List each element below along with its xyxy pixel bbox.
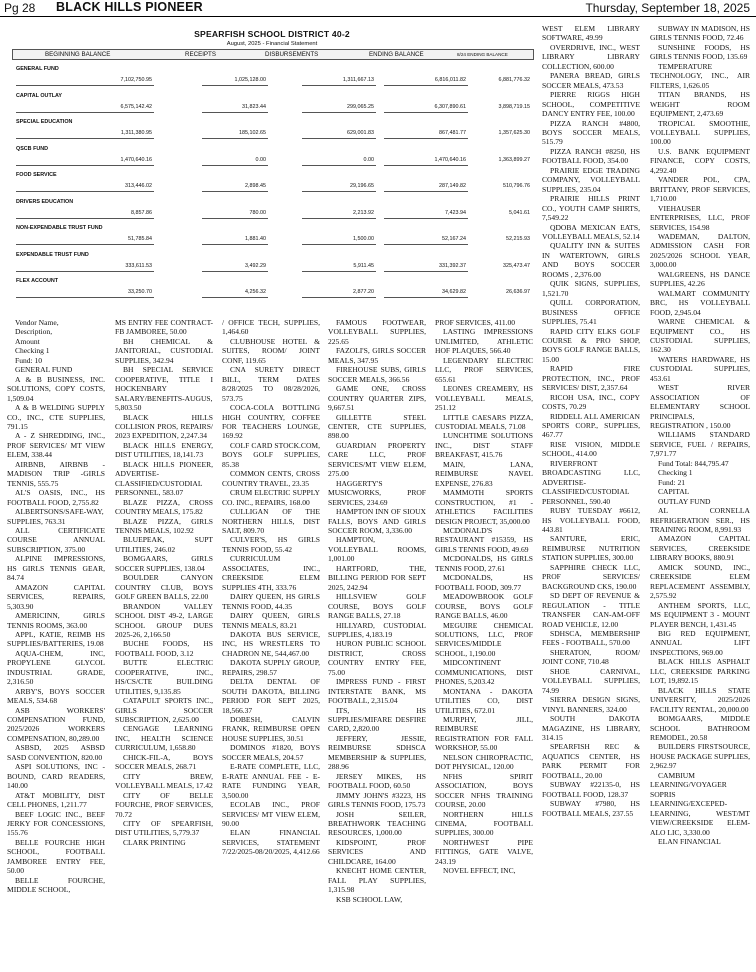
listing-entry: CULVER'S, HS GIRLS TENNIS FOOD, 55.42: [222, 535, 320, 554]
listing-entry: ASPI SOLUTIONS, INC - BOUND, CARD READERS, 140.00: [7, 762, 105, 791]
listing-entry: ANTHEM SPORTS, LLC, MS EQUIPMENT 3 - MOUNT PLAYER BENCH, 1,431.45: [650, 600, 750, 629]
listing-entry: RICOH USA, INC., COPY COSTS, 70.29: [542, 392, 640, 412]
col-beginning-balance: BEGINNING BALANCE: [45, 51, 111, 58]
listing-entry: BOMGAARS, GIRLS SOCCER SUPPLIES, 138.04: [115, 554, 213, 573]
page-number: Pg 28: [4, 1, 36, 15]
col-ending-balance: ENDING BALANCE: [369, 51, 424, 58]
listing-entry: CNA SURETY DIRECT BILL, TERM DATES 8/28/2025 TO 08/28/2026, 573.75: [222, 365, 320, 403]
fund-name: EXPENDABLE TRUST FUND: [16, 251, 89, 258]
fund-disbursements-value: 2,213.92: [302, 210, 376, 219]
listing-entry: ARBY'S, BOYS SOCCER MEALS, 534.68: [7, 686, 105, 706]
listing-entry: SUNSHINE FOODS, HS GIRLS TENNIS FOOD, 135.69: [650, 42, 750, 62]
fund-receipts-value: 1,025,128.00: [202, 77, 268, 86]
listing-entry: MAIN, LANA, REIMBURSE NAVEL EXPENSE, 276.83: [435, 459, 533, 488]
listing-entry: RAPID CITY ELKS GOLF COURSE & PRO SHOP, BOYS GOLF RANGE BALLS, 15.00: [542, 326, 640, 364]
listing-entry: BLACK HILLS STATE UNIVERSITY, 2025/2026 FACILITY RENTAL, 20,000.00: [650, 685, 750, 714]
listing-entry: PIZZA RANCH #4800, BOYS SOCCER MEALS, 515.79: [542, 118, 640, 147]
listing-entry: KSB SCHOOL LAW,: [336, 894, 403, 904]
listing-entry: / OFFICE TECH, SUPPLIES, 1,464.60: [222, 318, 320, 337]
listing-entry: PROF SERVICES, 411.00: [435, 318, 516, 327]
fund-beginning-value: 1,311,380.95: [16, 130, 154, 139]
listing-entry: SUBWAY #7980, HS FOOTBALL MEALS, 237.55: [542, 799, 640, 818]
listing-entry: PRAIRIE EDGE TRADING COMPANY, VOLLEYBALL SUPPLIES, 235.04: [542, 165, 640, 194]
listing-entry: CITY OF SPEARFISH, DIST UTILITIES, 5,779.37: [115, 819, 213, 838]
listing-entry: MEADOWBROOK GOLF COURSE, BOYS GOLF RANGE BALLS, 46.00: [435, 592, 533, 621]
listing-entry: LEONES CREAMERY, HS VOLLEYBALL MEALS, 251.12: [435, 384, 533, 413]
listing-entry: CURRICULUM ASSOCIATES, INC., CREEKSIDE ELEM SUPPLIES 4TH, 333.76: [222, 554, 320, 592]
text-column-5: [435, 318, 533, 972]
listing-entry: BOULDER CANYON COUNTRY CLUB, BOYS GOLF GREEN BALLS, 22.00: [115, 573, 213, 602]
fund-beginning-value: 6,575,142.42: [16, 104, 154, 113]
listing-entry: VIEHAUSER ENTERPRISES, LLC, PROF SERVICES, 154.98: [650, 203, 750, 232]
listing-entry: DOBESH, CALVIN FRANK, REIMBURSE OPEN HOUSE SUPPLIES, 30.51: [222, 715, 320, 743]
listing-entry: WATERS HARDWARE, HS CUSTODIAL SUPPLIES, 453.61: [650, 354, 750, 383]
listing-entry: AMICK SOUND, INC., CREEKSIDE ELEM REPLACEMENT ASSEMBLY, 2,575.92: [650, 562, 750, 601]
fund-prior-value: 1,357,625.30: [498, 130, 530, 136]
listing-entry: WEST RIVER ASSOCIATION OF ELEMENTARY SCHOOL PRINCIPALS, REGISTRATION , 150.00: [650, 383, 750, 431]
listing-entry: MCDONALDS, HS FOOTBALL FOOD, 309.77: [435, 573, 533, 592]
fund-receipts-value: 31,823.44: [202, 104, 268, 113]
listing-entry: Fund: 21: [658, 477, 686, 487]
issue-date: Thursday, September 18, 2025: [585, 1, 750, 15]
listing-entry: AMAZON CAPITAL SERVICES, REPAIRS, 5,303.90: [7, 582, 105, 611]
listing-entry: FAZOLI'S, GIRLS SOCCER MEALS, 347.95: [328, 346, 426, 365]
fund-ending-value: 34,629.82: [384, 289, 468, 298]
listing-entry: PIZZA RANCH #8250, HS FOOTBALL FOOD, 354.00: [542, 146, 640, 166]
listing-entry: WARNE CHEMICAL & EQUIPMENT CO., HS CUSTODIAL SUPPLIES, 162.30: [650, 317, 750, 355]
text-column-7: [650, 24, 750, 972]
fund-beginning-value: 333,611.53: [16, 263, 154, 272]
fund-disbursements-value: 629,001.83: [302, 130, 376, 139]
fund-ending-value: 6,816,011.82: [384, 77, 468, 86]
listing-entry: HARTFORD, THE, BILLING PERIOD FOR SEPT 2025, 242.94: [328, 563, 426, 592]
statement-title: SPEARFISH SCHOOL DISTRICT 40-2: [194, 29, 350, 39]
listing-entry: NORTHERN HILLS CINEMA, FOOTBALL SUPPLIES, 300.00: [435, 809, 533, 838]
listing-entry: E-RATE COMPLETE, LLC, E-RATE ANNUAL FEE - E-RATE FUNDING YEAR, 3,500.00: [222, 762, 320, 800]
listing-entry: VANDER POL, CPA, BRITTANY, PROF SERVICES, 1,710.00: [650, 175, 750, 204]
listing-entry: CRUM ELECTRIC SUPPLY CO. INC., REPAIRS, 168.00: [222, 488, 320, 507]
listing-entry: TITAN BRANDS, HS WEIGHT ROOM EQUIPMENT, 2,473.69: [650, 90, 750, 119]
listing-entry: SAPPHIRE CHECK LLC, PROF SERVICES/ BACKGROUND CKS, 190.00: [542, 562, 640, 591]
listing-entry: CATAPULT SPORTS INC., GIRLS SOCCER SUBSCRIPTION, 2,625.00: [115, 696, 213, 725]
listing-entry: DAIRY QUEEN, GIRLS TENNIS MEALS, 83.21: [222, 611, 320, 630]
listing-entry: MAMMOTH SPORTS CONSTRUCTION, #1 - ATHLETICS FACILITIES DESIGN PROJECT, 35,000.00: [435, 488, 533, 526]
fund-beginning-value: 51,785.84: [16, 236, 154, 245]
listing-entry: WILLIAMS STANDARD SERVICE, FUEL / REPAIRS, 7,971.77: [650, 430, 750, 459]
listing-entry: WALGREENS, HS DANCE SUPPLIES, 42.26: [650, 269, 750, 289]
fund-ending-value: 1,470,640.16: [384, 157, 468, 166]
fund-receipts-value: 2,898.45: [202, 183, 268, 192]
listing-entry: BLACK HILLS ENERGY, DIST UTILITIES, 18,141.73: [115, 440, 213, 460]
listing-entry: PIERRE RIGGS HIGH SCHOOL, COMPETITIVE DANCY ENTRY FEE, 100.00: [542, 90, 640, 119]
listing-entry: QDOBA MEXICAN EATS, VOLLEYBALL MEALS, 52.14: [542, 222, 640, 241]
listing-entry: COLF CARD STOCK.COM, BOYS GOLF SUPPLIES, 85.38: [222, 440, 320, 469]
listing-entry: BLUEPEAK, SUPT UTILITIES, 246.02: [115, 535, 213, 554]
fund-prior-value: 325,473.47: [503, 262, 530, 269]
listing-entry: AQUA-CHEM, INC, PROPYLENE GLYCOL INDUSTRIAL GRADE, 2,316.50: [7, 648, 105, 687]
fund-row: [12, 252, 532, 280]
listing-entry: KIDSPOINT, PROF SERVICES AND CHILDCARE, 164.00: [328, 837, 426, 866]
listing-entry: WEST ELEM LIBRARY SOFTWARE, 49.99: [542, 24, 640, 43]
listing-entry: NELSON CHIROPRACTIC, DOT PHYSICAL, 120.00: [435, 752, 533, 772]
listing-entry: FIREHOUSE SUBS, GIRLS SOCCER MEALS, 366.56: [328, 365, 426, 384]
statement-column-header: [12, 49, 534, 60]
fund-beginning-value: 1,470,640.16: [16, 157, 154, 166]
listing-entry: Checking 1: [15, 346, 50, 356]
col-receipts: RECEIPTS: [185, 51, 216, 58]
listing-entry: ITS, HS SUPPLIES/MIFARE DESFIRE CARD, 2,820.00: [328, 705, 426, 734]
listing-entry: HILLSVIEW GOLF COURSE, BOYS GOLF RANGE BALLS, 27.18: [328, 592, 426, 621]
fund-receipts-value: 185,102.65: [202, 130, 268, 139]
listing-entry: AIRBNB, AIRBNB - MADISON TRIP -GIRLS TENNIS, 555.75: [7, 459, 105, 488]
fund-row: [12, 172, 532, 200]
listing-entry: LEGENDARY ELECTRIC LLC, PROF SERVICES, 655.61: [435, 355, 533, 384]
listing-entry: QUIK SIGNS, SUPPLIES, 1,521.70: [542, 279, 640, 298]
fund-receipts-value: 780.00: [202, 210, 268, 219]
listing-entry: QUILL CORPORATION, BUSINESS OFFICE SUPPLIES, 75.41: [542, 298, 640, 327]
listing-entry: Vendor Name,: [15, 318, 59, 327]
listing-entry: BUCHE FOODS, HS FOOTBALL FOOD, 3.12: [115, 639, 213, 658]
fund-name: SPECIAL EDUCATION: [16, 119, 73, 125]
fund-prior-value: 510,796.76: [503, 183, 530, 189]
listing-entry: U.S. BANK EQUIPMENT FINANCE, COPY COSTS, 4,292.40: [650, 146, 750, 175]
listing-entry: SDHSCA, MEMBERSHIP FEES - FOOTBALL, 570.00: [542, 629, 640, 648]
listing-entry: MURPHY, JILL, REIMBURSE REGISTRATION FOR FALL WORKSHOP, 55.00: [435, 715, 533, 753]
listing-entry: SANTURE, ERIC, REIMBURSE NUTRITION STATION SUPPLIES, 300.00: [542, 534, 640, 563]
listing-entry: MONTANA - DAKOTA UTILITIES CO, DIST UTILITIES, 672.01: [435, 686, 533, 715]
fund-prior-value: 52,215.93: [506, 236, 530, 242]
listing-entry: NFHS SPIRIT ASSOCIATION, BOYS SOCCER NFHS TRAINING COURSE, 20.00: [435, 771, 533, 810]
listing-entry: IMPRESS FUND - FIRST INTERSTATE BANK, MS FOOTBALL, 2,315.04: [328, 677, 426, 706]
listing-entry: SHOE CARNIVAL, VOLLEYBALL SUPPLIES, 74.99: [542, 666, 640, 695]
listing-entry: HURON PUBLIC SCHOOL DISTRICT, CROSS COUNTRY ENTRY FEE, 75.00: [328, 639, 426, 677]
listing-entry: JERSEY MIKES, HS FOOTBALL FOOD, 60.50: [328, 771, 426, 791]
listing-entry: SUBWAY IN MADISON, HS GIRLS TENNIS FOOD, 72.46: [650, 24, 750, 43]
fund-prior-value: 26,636.97: [506, 289, 530, 295]
listing-entry: BLAZE PIZZA, GIRLS TENNIS MEALS, 102.92: [115, 516, 213, 535]
statement-subtitle: August, 2025 - Financial Statement: [226, 41, 318, 47]
fund-prior-value: 1,363,899.27: [498, 156, 530, 163]
listing-entry: OUTLAY FUND: [658, 496, 711, 506]
fund-disbursements-value: 1,500.00: [302, 236, 376, 245]
listing-entry: RUBY TUESDAY #6612, HS VOLLEYBALL FOOD, 443.81: [542, 506, 640, 535]
text-column-2: [115, 318, 213, 972]
listing-entry: MCDONALD'S RESTAURANT #15359, HS GIRLS TENNIS FOOD, 49.69: [435, 525, 533, 554]
listing-entry: LUNCHTIME SOLUTIONS INC., DIST STAFF BREAKFAST, 415.76: [435, 431, 533, 460]
listing-entry: BOMGAARS, MIDDLE SCHOOL BATHROOM REMODEL, 20.58: [650, 714, 750, 742]
listing-entry: SUBWAY #22135-0, HS FOOTBALL FOOD, 128.37: [542, 780, 640, 799]
listing-entry: CITY BREW, VOLLEYBALL MEALS, 17.42: [115, 771, 213, 791]
fund-name: FLEX ACCOUNT: [16, 278, 59, 284]
listing-entry: HAMPTON, VOLLEYBALL ROOMS, 1,001.00: [328, 535, 426, 564]
fund-name: CAPITAL OUTLAY: [16, 92, 63, 99]
listing-entry: HILLYARD, CUSTODIAL SUPPLIES, 4,183.19: [328, 620, 426, 639]
listing-entry: BELLE FOURCHE, MIDDLE SCHOOL,: [7, 875, 105, 895]
listing-entry: JIMMY JOHN'S #3223, HS GIRLS TENNIS FOOD, 175.73: [328, 790, 426, 810]
financial-statement: [12, 25, 532, 302]
fund-prior-value: 6,881,776.32: [498, 77, 530, 83]
listing-entry: BELLE FOURCHE HIGH SCHOOL, FOOTBALL JAMBOREE ENTRY FEE, 50.00: [7, 837, 105, 876]
listing-entry: BEEF LOGIC INC., BEEF JERKY FOR CONCESSIONS, 155.76: [7, 809, 105, 838]
listing-entry: BLAZE PIZZA, CROSS COUNTRY MEALS, 175.82: [115, 497, 213, 517]
listing-entry: Checking 1: [658, 468, 693, 478]
listing-entry: DELTA DENTAL OF SOUTH DAKOTA, BILLING PERIOD FOR SEPT 2025, 18,566.37: [222, 677, 320, 715]
listing-entry: AL CORNELLA REFRIGERATION SER., HS TRAINING ROOM, 8,991.93: [650, 506, 750, 535]
listing-entry: FAMOUS FOOTWEAR, VOLLEYBALL SUPPLIES, 225.65: [328, 318, 426, 346]
listing-entry: RISE VISION, MIDDLE SCHOOL, 414.00: [542, 439, 640, 459]
listing-entry: Amount: [15, 336, 40, 346]
fund-row: [12, 119, 532, 147]
fund-ending-value: 287,149.82: [384, 183, 468, 192]
listing-entry: TEMPERATURE TECHNOLOGY, INC., AIR FILTERS, 1,626.05: [650, 61, 750, 90]
fund-beginning-value: 7,102,750.95: [16, 77, 154, 86]
listing-entry: LASTING IMPRESSIONS UNLIMITED, ATHLETIC HOF PLAQUES, 566.40: [435, 327, 533, 356]
listing-entry: JEFFERY, JESSIE, REIMBURSE SDHSCA MEMBERSHIP & SUPPLIES, 288.96: [328, 733, 426, 772]
page-header: [0, 0, 756, 17]
listing-entry: AMAZON CAPITAL SERVICES, CREEKSIDE LIBRARY BOOKS, 880.91: [650, 534, 750, 563]
fund-receipts-value: 1,881.40: [202, 236, 268, 245]
fund-ending-value: 867,481.77: [384, 130, 468, 139]
text-column-1: [7, 318, 105, 972]
listing-entry: CAPITAL: [658, 487, 690, 497]
listing-entry: WADEMAN, DALTON, ADMISSION CASH FOR 2025/2026 SCHOOL YEAR, 3,000.00: [650, 231, 750, 270]
text-column-4: [328, 318, 426, 972]
listing-entry: HAMPTON INN OF SIOUX FALLS, BOYS AND GIRLS SOCCER ROOM, 3,336.00: [328, 507, 426, 535]
listing-entry: ALPINE IMPRESSIONS, HS GIRLS TENNIS GEAR, 84.74: [7, 554, 105, 583]
listing-entry: A - Z SHREDDING, INC., PROF SERVICES/ MT VIEW ELEM, 338.44: [7, 431, 105, 460]
listing-entry: JOSH SEILER, BREATHWORK TEACHING RESOURCES, 1,000.00: [328, 809, 426, 838]
listing-entry: LITTLE CAESARS PIZZA, CUSTODIAL MEALS, 71.08: [435, 412, 533, 431]
fund-name: DRIVERS EDUCATION: [16, 198, 74, 205]
listing-entry: MEGUIRE CHEMICAL SOLUTIONS, LLC, PROF SERVICES/MIDDLE SCHOOL, 1,190.00: [435, 620, 533, 658]
listing-entry: ELAN FINANCIAL SERVICES, STATEMENT 7/22/2025-08/20/2025, 4,412.66: [222, 828, 320, 857]
fund-prior-value: 3,898,719.15: [498, 103, 530, 110]
listing-entry: CAMBIUM LEARNING/VOYAGER SOPRIS LEARNING/EXCEPED-LEARNING, WEST/MT VIEW/CREEKSIDE ELEM-ALO LIC, 3,330.00: [650, 770, 750, 837]
listing-entry: APPL, KATIE, REIMB HS SUPPLIES/BATTERIES, 19.08: [7, 629, 105, 649]
listing-entry: SOUTH DAKOTA MAGAZINE, HS LIBRARY, 314.15: [542, 714, 640, 742]
fund-ending-value: 6,307,890.61: [384, 104, 468, 113]
fund-row: [12, 66, 532, 94]
listing-entry: NOVEL EFFECT, INC,: [443, 866, 516, 876]
col-disbursements: DISBURSEMENTS: [265, 51, 319, 58]
fund-disbursements-value: 0.00: [302, 157, 376, 166]
fund-name: QSCB FUND: [16, 145, 49, 152]
listing-entry: CLUBHOUSE HOTEL & SUITES, ROOM/ JOINT CONF, 119.65: [222, 336, 320, 365]
listing-entry: DAIRY QUEEN, HS GIRLS TENNIS FOOD, 44.35: [222, 592, 320, 611]
listing-entry: SIERRA DESIGN SIGNS, VINYL BANNERS, 324.00: [542, 695, 640, 714]
listing-entry: BLACK HILLS ASPHALT LLC, CREEKSIDE PARKING LOT, 19,892.15: [650, 657, 750, 686]
fund-beginning-value: 33,250.70: [16, 289, 154, 298]
listing-entry: ASBSD, 2025 ASBSD SASD CONVENTION, 820.00: [7, 743, 105, 762]
fund-ending-value: 331,392.37: [384, 263, 468, 272]
listing-entry: BIG RED EQUIPMENT, ANNUAL LIFT INSPECTIONS, 969.00: [650, 629, 750, 657]
listing-entry: GAME ONE, CROSS COUNTRY QUARTER ZIPS, 9,667.51: [328, 384, 426, 413]
listing-entry: GUARDIAN PROPERTY CARE LLC, PROF SERVICES/MT VIEW ELEM, 275.00: [328, 440, 426, 479]
listing-entry: NORTHWEST PIPE FITTINGS, GATE VALVE, 243.19: [435, 837, 533, 866]
fund-disbursements-value: 1,311,667.13: [302, 77, 376, 86]
listing-entry: CHICK-FIL-A, BOYS SOCCER MEALS, 268.71: [115, 752, 213, 772]
listing-entry: WALMART COMMUNITY BRC, HS VOLLEYBALL FOOD, 2,945.04: [650, 288, 750, 317]
fund-row: [12, 225, 532, 253]
listing-entry: ECOLAB INC., PROF SERVICES/ MT VIEW ELEM, 90.00: [222, 800, 320, 829]
fund-prior-value: 5,041.61: [509, 209, 530, 216]
listing-entry: COMMON CENTS, CROSS COUNTRY TRAVEL, 23.35: [222, 469, 320, 488]
listing-entry: HAGGERTY'S MUSICWORKS, PROF SERVICES, 234.69: [328, 478, 426, 507]
listing-entry: MCDONALDS, HS GIRLS TENNIS FOOD, 27.61: [435, 554, 533, 573]
fund-ending-value: 52,167.24: [384, 236, 468, 245]
fund-disbursements-value: 299,065.25: [302, 104, 376, 113]
fund-ending-value: 7,423.94: [384, 210, 468, 219]
fund-disbursements-value: 2,877.20: [302, 289, 376, 298]
listing-entry: COCA-COLA BOTTLING HIGH COUNTRY, COFFEE FOR TEACHERS LOUNGE, 169.92: [222, 403, 320, 441]
listing-entry: ALL CERTIFICATE COURSE ANNUAL SUBSCRIPTION, 375.00: [7, 525, 105, 554]
fund-row: [12, 93, 532, 121]
listing-entry: BH CHEMICAL & JANITORIAL, CUSTODIAL SUPPLIES, 342.94: [115, 336, 213, 365]
listing-entry: ASB WORKERS' COMPENSATION FUND, 2025/2026 WORKERS COMPENSATION, 80,289.00: [7, 705, 105, 743]
listing-entry: CITY OF BELLE FOURCHE, PROF SERVICES, 70.72: [115, 790, 213, 819]
listing-entry: MIDCONTINENT COMMUNICATIONS, DIST PHONES, 5,203.42: [435, 658, 533, 687]
fund-row: [12, 199, 532, 227]
fund-receipts-value: 4,256.32: [202, 289, 268, 298]
fund-disbursements-value: 29,196.65: [302, 183, 376, 192]
fund-receipts-value: 0.00: [202, 157, 268, 166]
listing-entry: ELAN FINANCIAL: [658, 836, 721, 846]
listing-entry: A & B WELDING SUPPLY CO., INC., CTE SUPPLIES, 791.15: [7, 403, 105, 431]
listing-entry: CULLIGAN OF THE NORTHERN HILLS, DIST SALT, 809.70: [222, 507, 320, 535]
listing-entry: AL'S OASIS, INC., HS FOOTBALL FOOD, 2,755.82: [7, 488, 105, 507]
listing-entry: TROPICAL SMOOTHIE, VOLLEYBALL SUPPLIES, 100.00: [650, 118, 750, 147]
listing-entry: AMERICINN, GIRLS TENNIS ROOMS, 363.00: [7, 611, 105, 630]
listing-entry: BRANDON VALLEY SCHOOL DIST 49-2, LARGE SCHOOL GROUP DUES 2025-26, 2,166.50: [115, 601, 213, 639]
listing-entry: KNECHT HOME CENTER, FALL PLAY SUPPLIES, 1,315.98: [328, 866, 426, 895]
listing-entry: OVERDRIVE, INC., WEST LIBRARY LIBRARY COLLECTION, 600.00: [542, 42, 640, 71]
listing-entry: RIVERFRONT BROADCASTING LLC, ADVERTISE- CLASSIFIED/CUSTODIAL PERSONNEL, 590.40: [542, 458, 640, 506]
listing-entry: Description,: [15, 327, 53, 337]
fund-beginning-value: 313,446.02: [16, 183, 154, 192]
listing-entry: DAKOTA SUPPLY GROUP, REPAIRS, 298.57: [222, 658, 320, 677]
col-prior-ending-balance: 8/24 ENDING BALANCE: [457, 52, 508, 57]
listing-entry: BLACK HILLS PIONEER, ADVERTISE-CLASSIFIED/CUSTODIAL PERSONNEL, 583.07: [115, 459, 213, 498]
listing-entry: SD DEPT OF REVENUE & REGULATION - TITLE TRANSFER CAN-AM-OFF ROAD VEHICLE, 12.00: [542, 591, 640, 629]
listing-entry: Fund: 10: [15, 355, 43, 365]
fund-name: GENERAL FUND: [16, 66, 59, 72]
listing-entry: AT&T MOBILITY, DIST CELL PHONES, 1,211.77: [7, 790, 105, 810]
listing-entry: PRAIRIE HILLS PRINT CO., YOUTH CAMP SHIRTS, 7,549.22: [542, 194, 640, 223]
fund-name: FOOD SERVICE: [16, 172, 57, 178]
fund-disbursements-value: 5,911.45: [302, 263, 376, 272]
listing-entry: SHERATON, ROOM/ JOINT CONF, 710.48: [542, 647, 640, 667]
listing-entry: PANERA BREAD, GIRLS SOCCER MEALS, 473.53: [542, 71, 640, 90]
listing-entry: RIDDELL ALL AMERICAN SPORTS CORP., SUPPLIES, 467.77: [542, 411, 640, 440]
fund-row: [12, 146, 532, 174]
fund-name: NON-EXPENDABLE TRUST FUND: [16, 225, 103, 231]
listing-entry: A & B BUSINESS, INC. SOLUTIONS, COPY COSTS, 1,509.04: [7, 374, 105, 403]
publication-name: BLACK HILLS PIONEER: [56, 0, 203, 14]
text-column-3: [222, 318, 320, 972]
listing-entry: BUTTE ELECTRIC COOPERATIVE, INC., HS/CS/CTE BUILDING UTILITIES, 9,135.85: [115, 658, 213, 696]
fund-row: [12, 278, 532, 306]
listing-entry: CENGAGE LEARNING INC, HEALTH SCIENCE CURRICULUM, 1,658.80: [115, 724, 213, 753]
listing-entry: BH SPECIAL SERVICE COOPERATIVE, TITLE I HOCKENBARY SALARY/BENEFITS-AUGUS, 5,803.50: [115, 365, 213, 413]
listing-entry: QUALITY INN & SUITES IN WATERTOWN, GIRLS AND BOYS SOCCER ROOMS , 2,376.00: [542, 241, 640, 279]
listing-entry: Fund Total: 844,795.47: [658, 458, 729, 468]
listing-entry: DAKOTA BUS SERVICE, INC, HS WRESTLERS TO CHADRON NE, 544,467.00: [222, 629, 320, 658]
listing-entry: MS ENTRY FEE CONTRACT-FB JAMBOREE, 50.00: [115, 318, 213, 337]
listing-entry: CLARK PRINTING: [123, 837, 186, 847]
listing-entry: BUILDERS FIRSTSOURCE, HOUSE PACKAGE SUPPLIES, 2,962.97: [650, 742, 750, 771]
listing-entry: ALBERTSONS/SAFE-WAY, SUPPLIES, 763.31: [7, 507, 104, 526]
listing-entry: GENERAL FUND: [15, 365, 73, 375]
listing-entry: DOMINOS #1820, BOYS SOCCER MEALS, 204.57: [222, 743, 320, 762]
text-column-6: [542, 24, 640, 972]
listing-entry: GILLETTE STEEL CENTER, CTE SUPPLIES, 898.00: [328, 412, 426, 441]
listing-entry: RAPID FIRE PROTECTION, INC., PROF SERVICES/ DIST, 2,357.64: [542, 364, 640, 393]
listing-entry: SPEARFISH REC & AQUATICS CENTER, HS PARK PERMIT FOR FOOTBALL, 20.00: [542, 742, 640, 780]
fund-beginning-value: 8,857.86: [16, 210, 154, 219]
fund-receipts-value: 3,492.29: [202, 263, 268, 272]
listing-entry: BLACK HILLS COLLISION PROS, REPAIRS/ 2023 EXPEDITION, 2,247.34: [115, 412, 213, 441]
